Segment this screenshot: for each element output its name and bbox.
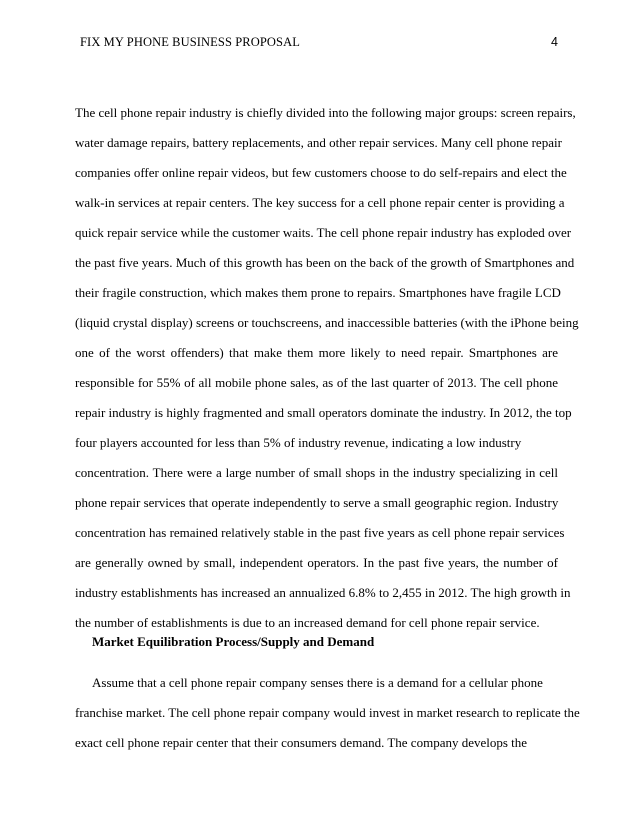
paragraph-line: Assume that a cell phone repair company senses there is a demand for a cellular phone xyxy=(92,675,543,690)
running-head: FIX MY PHONE BUSINESS PROPOSAL xyxy=(80,35,300,49)
paragraph-line: their fragile construction, which makes them prone to repairs. Smartphones have fragile LCD xyxy=(75,285,561,300)
paragraph-line: walk-in services at repair centers. The key success for a cell phone repair center is providing a xyxy=(75,195,565,210)
paragraph-line: the number of establishments is due to an increased demand for cell phone repair service. xyxy=(75,615,540,630)
paragraph-line: quick repair service while the customer waits. The cell phone repair industry has exploded over xyxy=(75,225,572,240)
paragraph-line: The cell phone repair industry is chiefly divided into the following major groups: screen repairs, xyxy=(75,105,576,120)
paragraph-line: concentration. There were a large number of small shops in the industry specializing in cell xyxy=(75,465,558,480)
paragraph-line: (liquid crystal display) screens or touchscreens, and inaccessible batteries (with the iPhone being xyxy=(75,315,579,330)
paragraph-line: companies offer online repair videos, but few customers choose to do self-repairs and elect the xyxy=(75,165,567,180)
paragraph-line: responsible for 55% of all mobile phone sales, as of the last quarter of 2013. The cell phone xyxy=(75,375,558,390)
paragraph-line: are generally owned by small, independent operators. In the past five years, the number of xyxy=(75,555,558,570)
paragraph-line: repair industry is highly fragmented and small operators dominate the industry. In 2012, the top xyxy=(75,405,572,420)
section-heading: Market Equilibration Process/Supply and Demand xyxy=(92,634,375,649)
paragraph-line: concentration has remained relatively stable in the past five years as cell phone repair services xyxy=(75,525,565,540)
paragraph-line: one of the worst offenders) that make them more likely to need repair. Smartphones are xyxy=(75,345,558,360)
paragraph-line: water damage repairs, battery replacements, and other repair services. Many cell phone repair xyxy=(75,135,562,150)
paragraph-line: franchise market. The cell phone repair company would invest in market research to replicate the xyxy=(75,705,580,720)
paragraph-line: industry establishments has increased an annualized 6.8% to 2,455 in 2012. The high growth in xyxy=(75,585,571,600)
page-number: 4 xyxy=(551,35,558,49)
paragraph-line: phone repair services that operate independently to serve a small geographic region. Industry xyxy=(75,495,559,510)
paragraph-line: exact cell phone repair center that their consumers demand. The company develops the xyxy=(75,735,528,750)
paragraph-line: four players accounted for less than 5% of industry revenue, indicating a low industry xyxy=(75,435,522,450)
paragraph-line: the past five years. Much of this growth has been on the back of the growth of Smartphones and xyxy=(75,255,575,270)
